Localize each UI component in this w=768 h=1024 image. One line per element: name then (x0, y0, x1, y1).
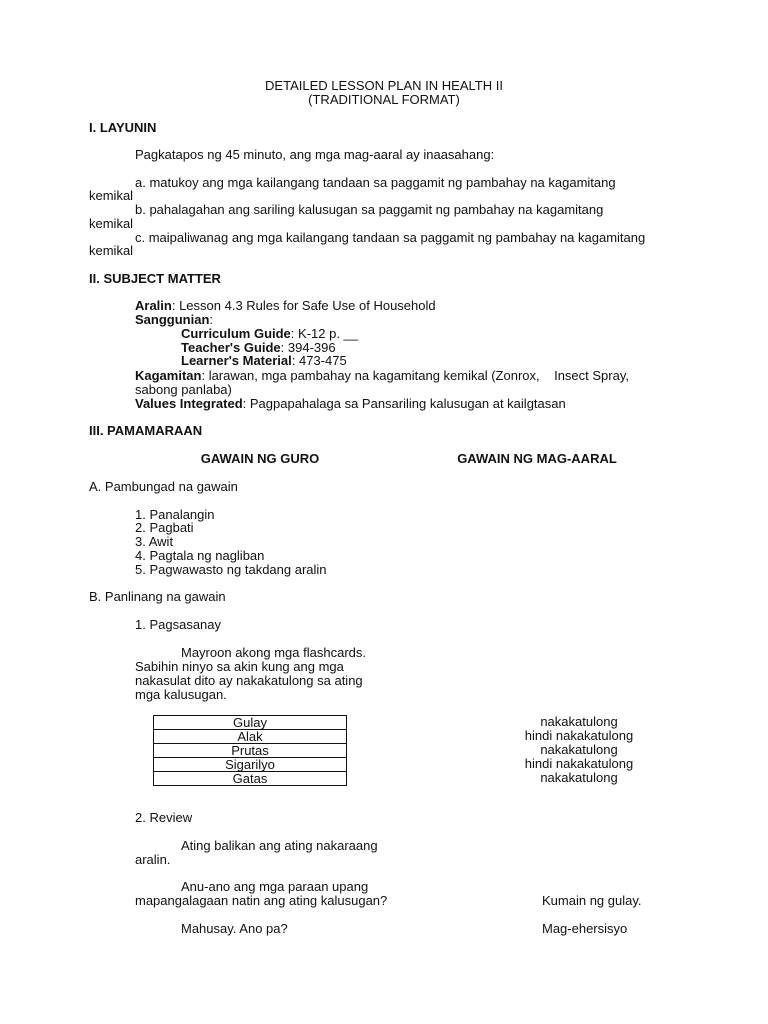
flashcard-table (153, 715, 347, 786)
table-cell: Sigarilyo (154, 758, 347, 772)
section-heading-pamamaraan: III. PAMAMARAAN (89, 423, 203, 438)
sanggunian-line (135, 313, 213, 327)
review-text: Ating balikan ang ating nakaraang (181, 838, 378, 853)
curriculum-guide-label: Curriculum Guide (181, 326, 291, 341)
section-heading-layunin: I. LAYUNIN (89, 120, 157, 135)
teachers-guide-label: Teacher's Guide (181, 340, 281, 355)
kagamitan-cont: sabong panlaba) (135, 382, 232, 397)
review-text-cont: aralin. (135, 852, 171, 867)
column-heading-teacher: GAWAIN NG GURO (200, 451, 320, 466)
section-heading-subject-matter: II. SUBJECT MATTER (89, 271, 221, 286)
learners-material-line (181, 354, 347, 368)
table-cell: Prutas (154, 744, 347, 758)
document-title: DETAILED LESSON PLAN IN HEALTH II (265, 78, 503, 93)
answer-item: hindi nakakatulong (524, 756, 634, 771)
review-question: Anu-ano ang mga paraan upang (181, 879, 369, 894)
objective-c: c. maipaliwanag ang mga kailangang tandaan sa paggamit ng pambahay na kagamitang (135, 230, 646, 245)
answer-item: nakakatulong (540, 714, 618, 729)
learners-material-value: : 473-475 (291, 353, 347, 368)
sanggunian-colon: : (209, 312, 214, 327)
list-item: 5. Pagwawasto ng takdang aralin (135, 562, 327, 577)
table-cell: Alak (154, 730, 347, 744)
list-item: 3. Awit (135, 534, 174, 549)
aralin-line (135, 299, 436, 313)
document-subtitle: (TRADITIONAL FORMAT) (308, 92, 460, 107)
kagamitan-line (135, 369, 629, 383)
table-row (154, 730, 347, 744)
list-item: 1. Panalangin (135, 507, 215, 522)
drill-text-line: Sabihin ninyo sa akin kung ang mga (135, 659, 344, 674)
answer-item: nakakatulong (540, 742, 618, 757)
table-row (154, 758, 347, 772)
objective-a: a. matukoy ang mga kailangang tandaan sa paggamit ng pambahay na kagamitang (135, 175, 616, 190)
values-integrated-value: : Pagpapahalaga sa Pansariling kalusugan at kailgtasan (242, 396, 566, 411)
objective-b: b. pahalagahan ang sariling kalusugan sa paggamit ng pambahay na kagamitang (135, 202, 604, 217)
table-row (154, 716, 347, 730)
aralin-label: Aralin (135, 298, 172, 313)
table-cell: Gatas (154, 772, 347, 786)
review-followup: Mahusay. Ano pa? (181, 921, 288, 936)
values-integrated-label: Values Integrated (135, 396, 243, 411)
answer-item: hindi nakakatulong (524, 728, 634, 743)
column-heading-student: GAWAIN NG MAG-AARAL (457, 451, 617, 466)
drill-text-line: Mayroon akong mga flashcards. (181, 645, 366, 660)
part-b-heading: B. Panlinang na gawain (89, 589, 226, 604)
answer-item: nakakatulong (540, 770, 618, 785)
values-integrated-line (135, 397, 566, 411)
curriculum-guide-line (181, 327, 358, 341)
table-row (154, 744, 347, 758)
table-cell: Gulay (154, 716, 347, 730)
objective-c-cont: kemikal (89, 243, 134, 258)
objective-b-cont: kemikal (89, 216, 134, 231)
objectives-intro: Pagkatapos ng 45 minuto, ang mga mag-aaral ay inaasahang: (135, 147, 495, 162)
list-item: 2. Pagbati (135, 520, 194, 535)
kagamitan-value: : larawan, mga pambahay na kagamitang kemikal (Zonrox, Insect Spray, (201, 368, 629, 383)
drill-text-line: mga kalusugan. (135, 687, 227, 702)
table-row (154, 772, 347, 786)
sanggunian-label: Sanggunian (135, 312, 210, 327)
aralin-value: : Lesson 4.3 Rules for Safe Use of Household (171, 298, 436, 313)
drill-heading: 1. Pagsasanay (135, 617, 222, 632)
teachers-guide-value: : 394-396 (280, 340, 336, 355)
curriculum-guide-value: : K-12 p. __ (290, 326, 359, 341)
review-heading: 2. Review (135, 810, 193, 825)
drill-text-line: nakasulat dito ay nakakatulong sa ating (135, 673, 363, 688)
review-answer: Mag-ehersisyo (542, 921, 628, 936)
objective-a-cont: kemikal (89, 188, 134, 203)
review-answer: Kumain ng gulay. (542, 893, 642, 908)
review-question-cont: mapangalagaan natin ang ating kalusugan? (135, 893, 388, 908)
part-a-heading: A. Pambungad na gawain (89, 479, 238, 494)
learners-material-label: Learner's Material (181, 353, 292, 368)
kagamitan-label: Kagamitan (135, 368, 202, 383)
list-item: 4. Pagtala ng nagliban (135, 548, 265, 563)
